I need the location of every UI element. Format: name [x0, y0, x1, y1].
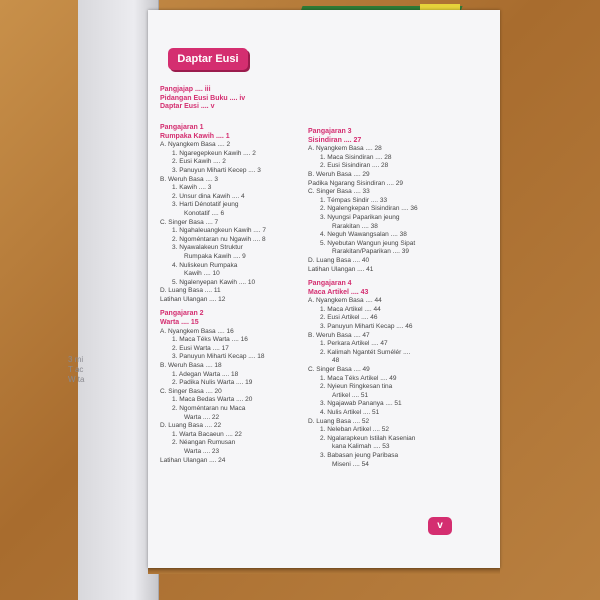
toc-entry: Konotatif .... 6: [184, 209, 225, 217]
toc-entry: Latihan Ulangan .... 41: [308, 265, 374, 273]
chapter-heading: Pangajaran 1: [160, 124, 204, 131]
toc-entry: Artikel .... 51: [332, 391, 369, 399]
front-matter-list: [160, 86, 245, 112]
toc-entry: 2. Eusi Sisindiran .... 28: [320, 162, 389, 170]
toc-entry: C. Singer Basa .... 20: [160, 387, 222, 395]
toc-entry: 1. Perkara Artikel .... 47: [320, 340, 388, 348]
toc-entry: B. Weruh Basa .... 18: [160, 362, 222, 370]
toc-entry: 3. Panuyun Miharti Kecep .... 3: [172, 166, 261, 174]
toc-entry: 2. Ngalengkepan Sisindiran .... 36: [320, 205, 418, 213]
toc-entry: 2. Néangan Rumusan: [172, 439, 236, 447]
toc-entry: D. Luang Basa .... 11: [160, 287, 221, 295]
toc-entry: 4. Neguh Wawangsalan .... 38: [320, 231, 407, 239]
toc-entry: 1. Ngaregepkeun Kawih .... 2: [172, 149, 256, 157]
front-item: Pidangan Eusi Buku .... iv: [160, 94, 246, 102]
chapter-heading: Pangajaran 4: [308, 280, 352, 288]
toc-entry: D. Luang Basa .... 22: [160, 422, 222, 430]
chapter-heading: Rumpaka Kawih .... 1: [160, 132, 230, 140]
chapter-heading: Maca Artikel .... 43: [308, 288, 369, 296]
toc-entry: 3. Nyungsi Paparikan jeung: [320, 213, 400, 221]
toc-entry: Rarakitan .... 38: [332, 222, 378, 230]
toc-entry: 1. Neleban Artikel .... 52: [320, 426, 390, 434]
toc-entry: 3. Babasan jeung Paribasa: [320, 451, 399, 459]
toc-entry: 1. Maca Bedas Warta .... 20: [172, 396, 253, 404]
toc-entry: Padika Ngarang Sisindiran .... 29: [308, 179, 404, 187]
toc-entry: 1. Témpas Sindir .... 33: [320, 196, 388, 204]
toc-entry: 3. Harti Dénotatif jeung: [172, 201, 239, 209]
toc-entry: D. Luang Basa .... 40: [308, 256, 370, 264]
toc-entry: 2. Eusi Artikel .... 46: [320, 314, 378, 322]
chapter-heading: Pangajaran 3: [308, 128, 352, 135]
toc-heading: Daptar Eusi: [168, 48, 248, 70]
toc-entry: 2. Ngoméntaran nu Maca: [172, 405, 246, 412]
toc-entry: Rumpaka Kawih .... 9: [184, 252, 246, 260]
toc-entry: A. Nyangkem Basa .... 28: [308, 145, 382, 153]
toc-entry: C. Singer Basa .... 49: [308, 366, 370, 374]
toc-entry: C. Singer Basa .... 33: [308, 188, 370, 196]
toc-entry: 2. Ngoméntaran nu Ngawih .... 8: [172, 235, 266, 243]
page-number-badge: v: [428, 517, 452, 535]
toc-entry: 4. Nulis Artikel .... 51: [320, 409, 380, 416]
toc-entry: C. Singer Basa .... 7: [160, 218, 219, 226]
chapter-heading: Pangajaran 2: [160, 310, 204, 318]
toc-entry: kana Kalimah .... 53: [332, 443, 390, 451]
toc-entry: B. Weruh Basa .... 47: [308, 331, 370, 339]
toc-entry: Kawih .... 10: [184, 270, 220, 278]
toc-entry: 2. Kalimah Ngantét Sumélér ....: [320, 348, 411, 356]
toc-entry: A. Nyangkem Basa .... 2: [160, 141, 231, 149]
toc-right-column: [308, 128, 498, 469]
chapter-heading: Warta .... 15: [160, 319, 199, 327]
toc-entry: 2. Padika Nulis Warta .... 19: [172, 379, 253, 387]
toc-entry: 2. Ngalarapkeun Istilah Kasenian: [320, 434, 416, 442]
toc-entry: 3. Panuyun Miharti Kecap .... 46: [320, 323, 413, 331]
toc-entry: 2. Unsur dina Kawih .... 4: [172, 192, 245, 200]
toc-entry: 2. Eusi Kawih .... 2: [172, 158, 226, 166]
toc-entry: 1. Maca Téks Artikel .... 49: [320, 374, 397, 382]
toc-entry: 48: [332, 357, 340, 365]
toc-entry: 5. Nyebutan Wangun jeung Sipat: [320, 239, 416, 247]
toc-entry: D. Luang Basa .... 52: [308, 417, 370, 425]
toc-entry: 1. Adegan Warta .... 18: [172, 370, 239, 378]
toc-entry: B. Weruh Basa .... 3: [160, 175, 219, 183]
toc-entry: Warta .... 22: [184, 413, 220, 421]
toc-entry: 1. Maca Téks Warta .... 16: [172, 336, 248, 344]
front-item: Daptar Eusi .... v: [160, 103, 215, 111]
chapter-heading: Sisindiran .... 27: [308, 136, 362, 144]
toc-entry: 1. Warta Bacaeun .... 22: [172, 430, 242, 438]
toc-entry: 1. Ngahaleuangkeun Kawih .... 7: [172, 227, 266, 235]
toc-entry: 3. Nyawalakeun Struktur: [172, 244, 243, 252]
toc-entry: Latihan Ulangan .... 12: [160, 295, 226, 303]
toc-entry: Miseni .... 54: [332, 460, 369, 468]
toc-entry: Warta .... 23: [184, 447, 220, 455]
toc-page: [148, 10, 500, 568]
toc-entry: A. Nyangkem Basa .... 44: [308, 297, 382, 305]
front-item: Pangjajap .... iii: [160, 86, 211, 93]
toc-entry: 1. Maca Artikel .... 44: [320, 305, 381, 313]
toc-entry: A. Nyangkem Basa .... 16: [160, 327, 234, 335]
previous-page: [78, 0, 159, 600]
page-shadow: [148, 568, 500, 574]
toc-entry: 1. Kawih .... 3: [172, 184, 212, 192]
toc-entry: 5. Ngalenyepan Kawih .... 10: [172, 278, 256, 286]
toc-entry: 2. Nyieun Ringkesan tina: [320, 383, 393, 391]
toc-entry: 4. Nuliskeun Rumpaka: [172, 261, 238, 269]
toc-entry: 1. Maca Sisindiran .... 28: [320, 153, 392, 161]
toc-entry: 3. Ngajawab Pananya .... 51: [320, 400, 402, 408]
toc-entry: 3. Panuyun Miharti Kecap .... 18: [172, 353, 265, 361]
toc-entry: Latihan Ulangan .... 24: [160, 456, 226, 464]
previous-page-text: 3 mi T ac W ta: [68, 355, 85, 384]
toc-entry: Rarakitan/Paparikan .... 39: [332, 248, 409, 256]
toc-left-column: [160, 124, 310, 465]
toc-entry: B. Weruh Basa .... 29: [308, 170, 370, 178]
toc-entry: 2. Eusi Warta .... 17: [172, 344, 229, 352]
